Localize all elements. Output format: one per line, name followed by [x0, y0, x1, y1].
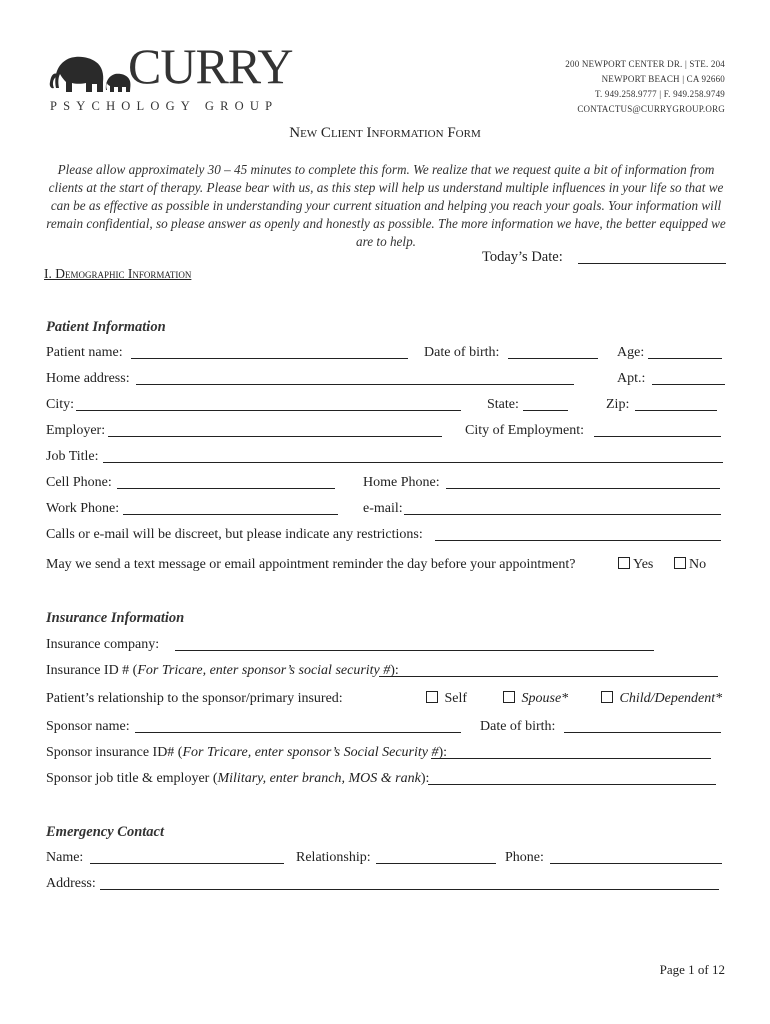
reminder-yes-option[interactable] — [618, 557, 653, 573]
sponsor-job-label: Sponsor job title & employer (Military, enter branch, MOS & rank): — [46, 771, 430, 786]
page-number: Page 1 of 12 — [659, 962, 725, 977]
sponsor-name-label: Sponsor name: — [46, 719, 130, 734]
checkbox-icon[interactable] — [674, 557, 686, 569]
emergency-address-field[interactable] — [100, 889, 719, 890]
logo-wordmark: CURRY — [128, 38, 293, 94]
reminder-question: May we send a text message or email appointment reminder the day before your appointment? — [46, 557, 576, 572]
insurance-company-label: Insurance company: — [46, 637, 160, 652]
cell-phone-field[interactable] — [117, 488, 335, 489]
section-heading-demographic: I. Demographic Information — [44, 266, 192, 281]
emergency-name-label: Name: — [46, 850, 84, 865]
self-label: Self — [444, 691, 468, 706]
patient-info-heading: Patient Information — [46, 319, 166, 335]
emergency-name-field[interactable] — [90, 863, 284, 864]
work-phone-label: Work Phone: — [46, 501, 120, 516]
state-field[interactable] — [523, 410, 568, 411]
emergency-address-label: Address: — [46, 876, 96, 891]
age-label: Age: — [617, 345, 645, 360]
spouse-label: Spouse* — [521, 691, 569, 706]
practice-address — [565, 57, 725, 117]
apt-label: Apt.: — [617, 371, 646, 386]
emergency-phone-field[interactable] — [550, 863, 722, 864]
sponsor-insurance-id-field[interactable] — [431, 758, 711, 759]
patient-name-field[interactable] — [131, 358, 408, 359]
apt-field[interactable] — [652, 384, 725, 385]
restrictions-field[interactable] — [435, 540, 721, 541]
yes-label: Yes — [633, 557, 654, 572]
sponsor-dob-label: Date of birth: — [480, 719, 556, 734]
insurance-id-field[interactable] — [379, 676, 718, 677]
no-label: No — [689, 557, 707, 572]
insurance-company-field[interactable] — [175, 650, 654, 651]
work-phone-field[interactable] — [123, 514, 338, 515]
dob-label: Date of birth: — [424, 345, 500, 360]
emergency-relationship-field[interactable] — [376, 863, 496, 864]
state-label: State: — [487, 397, 519, 412]
phone-fax-line: T. 949.258.9777 | F. 949.258.9749 — [594, 89, 725, 99]
age-field[interactable] — [648, 358, 722, 359]
home-address-label: Home address: — [46, 371, 130, 386]
form-title: New Client Information Form — [289, 125, 481, 141]
home-phone-label: Home Phone: — [363, 475, 440, 490]
reminder-no-option[interactable] — [674, 557, 706, 573]
email-label: e-mail: — [363, 501, 403, 516]
address-line: 200 NEWPORT CENTER DR. | STE. 204 — [565, 59, 725, 69]
todays-date-field[interactable] — [578, 263, 726, 264]
address-line: NEWPORT BEACH | CA 92660 — [601, 74, 725, 84]
sponsor-job-field[interactable] — [428, 784, 716, 785]
relationship-label: Patient’s relationship to the sponsor/primary insured: — [46, 691, 343, 706]
checkbox-icon[interactable] — [503, 691, 515, 703]
city-of-employment-label: City of Employment: — [465, 423, 584, 438]
dob-field[interactable] — [508, 358, 598, 359]
sponsor-dob-field[interactable] — [564, 732, 721, 733]
relationship-child-option[interactable] — [601, 691, 722, 707]
zip-label: Zip: — [606, 397, 630, 412]
relationship-spouse-option[interactable] — [503, 691, 568, 707]
city-field[interactable] — [76, 410, 461, 411]
home-address-field[interactable] — [136, 384, 574, 385]
job-title-field[interactable] — [103, 462, 723, 463]
job-title-label: Job Title: — [46, 449, 99, 464]
city-label: City: — [46, 397, 75, 412]
insurance-id-label: Insurance ID # (For Tricare, enter sponsor’s social security #): — [46, 663, 399, 678]
relationship-self-option[interactable] — [426, 691, 467, 707]
sponsor-name-field[interactable] — [135, 732, 461, 733]
restrictions-label: Calls or e-mail will be discreet, but please indicate any restrictions: — [46, 527, 423, 542]
insurance-info-heading: Insurance Information — [46, 610, 185, 626]
emergency-contact-heading: Emergency Contact — [46, 824, 165, 840]
child-dependent-label: Child/Dependent* — [619, 691, 723, 706]
emergency-relationship-label: Relationship: — [296, 850, 371, 865]
checkbox-icon[interactable] — [426, 691, 438, 703]
patient-name-label: Patient name: — [46, 345, 123, 360]
intro-paragraph: Please allow approximately 30 – 45 minutes to complete this form. We realize that we request quite a bit of information from clients at the start of therapy. Please bear with us, as this step will help us understand multiple influences in your life so that we can be as effective as possible in understanding your current situation and helping you reach your goals. Your information will remain confidential, so please answer as openly and honestly as possible. The more information we have, the better equipped we are to help. — [46, 162, 726, 249]
checkbox-icon[interactable] — [618, 557, 630, 569]
checkbox-icon[interactable] — [601, 691, 613, 703]
logo-subtitle: PSYCHOLOGY GROUP — [50, 99, 279, 113]
home-phone-field[interactable] — [446, 488, 720, 489]
email-line: CONTACTUS@CURRYGROUP.ORG — [577, 104, 725, 114]
todays-date-label: Today’s Date: — [482, 249, 563, 265]
emergency-phone-label: Phone: — [505, 850, 544, 865]
sponsor-insurance-id-label: Sponsor insurance ID# (For Tricare, enter sponsor’s Social Security #): — [46, 745, 448, 760]
employer-label: Employer: — [46, 423, 106, 438]
elephant-logo-icon — [48, 52, 136, 94]
cell-phone-label: Cell Phone: — [46, 475, 112, 490]
city-of-employment-field[interactable] — [594, 436, 721, 437]
zip-field[interactable] — [635, 410, 717, 411]
email-field[interactable] — [404, 514, 721, 515]
employer-field[interactable] — [108, 436, 442, 437]
